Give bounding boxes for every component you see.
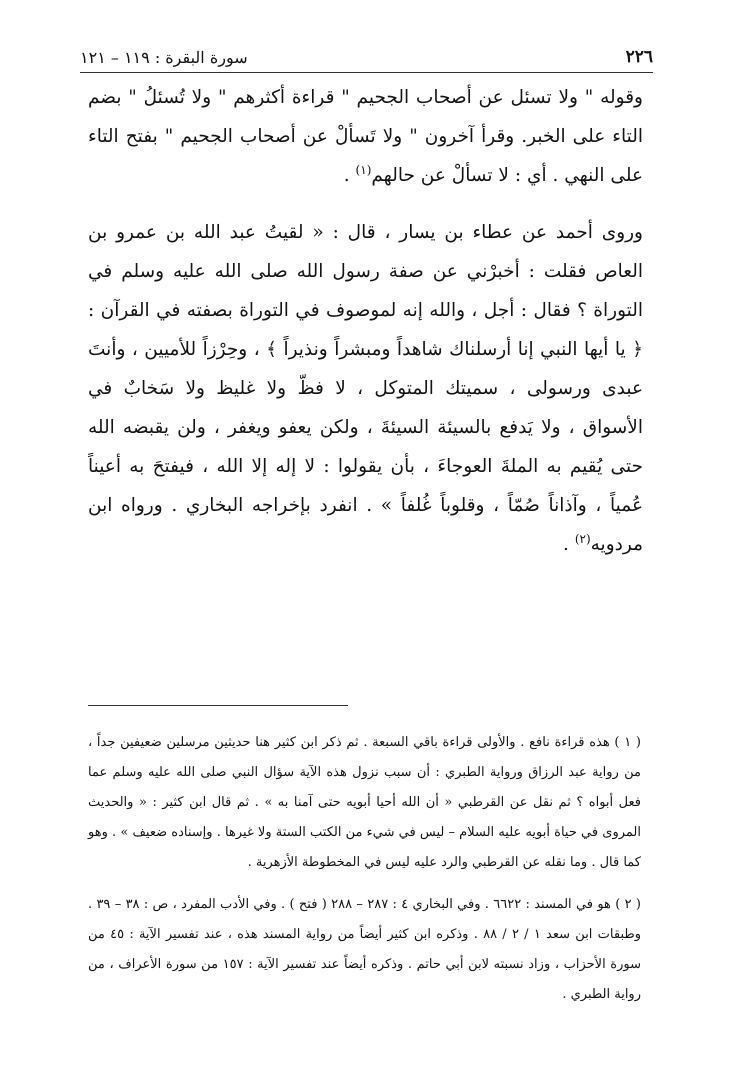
paragraph-1-text: وقوله " ولا تسئل عن أصحاب الجحيم " قراءة أكثرهم " ولا تُسئلُ " بضم التاء على الخبر. وقرأ آخرون " ولا تَسألْ عن أصحاب الجحيم " بفتح التاء على النهي . أي : لا تسألْ عن حالهم	[88, 87, 643, 186]
paragraph-1	[88, 78, 643, 195]
main-text	[88, 78, 643, 564]
paragraph-1-end: .	[343, 165, 356, 186]
footnote-ref-2: (٢)	[574, 531, 591, 546]
footnote-2: ( ٢ ) هو في المسند : ٦٦٢٢ . وفي البخاري ٤ : ٢٨٧ – ٢٨٨ ( فتح ) . وفي الأدب المفرد ، ص : ٣٨ – ٣٩ . وطبقات ابن سعد ١ / ٢ / ٨٨ . وذكره ابن كثير أيضاً من رواية المسند هذه ، عند تفسير الآية : ٤٥ من سورة الأحزاب ، وزاد نسبته لابن أبي حاتم . وذكره أيضاً عند تفسير الآية : ١٥٧ من سورة الأعراف ، من رواية الطبري .	[88, 897, 641, 1002]
footnote-ref-1: (١)	[355, 162, 372, 177]
footnotes	[88, 728, 641, 1010]
running-header	[80, 42, 653, 73]
paragraph-2-end: .	[563, 534, 575, 555]
paragraph-2-text: وروى أحمد عن عطاء بن يسار ، قال : « لقيتُ عبد الله بن عمرو بن العاص فقلت : أخبرْني عن صفة رسول الله صلى الله عليه وسلم في التوراة ؟ فقال : أجل ، والله إنه لموصوف في التوراة بصفته في القرآن : ﴿ يا أيها النبي إنا أرسلناك شاهداً ومبشراً ونذيراً ﴾ ، وحِرْزاً للأميين ، وأنتَ عبدى ورسولى ، سميتك المتوكل ، لا فظّ ولا غليظ ولا سَخابٌ في الأسواق ، ولا يَدفع بالسيئة السيئةَ ، ولكن يعفو ويغفر ، ولن يقبضه الله حتى يُقيم به الملةَ العوجاءَ ، بأن يقولوا : لا إله إلا الله ، فيفتحَ به أعيناً عُمياً ، وآذاناً صُمّاً ، وقلوباً غُلفاً » . انفرد بإخراجه البخاري . ورواه ابن مردويه	[88, 222, 643, 555]
footnote-1: ( ١ ) هذه قراءة نافع . والأولى قراءة باقي السبعة . ثم ذكر ابن كثير هنا حديثين مرسلين ضعيفين جداً ، من رواية عبد الرزاق ورواية الطبري : أن سبب نزول هذه الآية سؤال النبي صلى الله عليه وسلم عما فعل أبواه ؟ ثم نقل عن القرطبي « أن الله أحيا أبويه حتى آمنا به » . ثم قال ابن كثير : « والحديث المروى في حياة أبويه عليه السلام – ليس في شيء من الكتب الستة ولا غيرها . وإسناده ضعيف » . وهو كما قال . وما نقله عن القرطبي والرد عليه ليس في المخطوطة الأزهرية .	[88, 735, 641, 870]
surah-verse-title: سورة البقرة : ١١٩ – ١٢١	[80, 47, 248, 67]
paragraph-2	[88, 213, 643, 564]
footnote-divider	[88, 705, 348, 706]
page-number: ٢٢٦	[625, 47, 653, 67]
